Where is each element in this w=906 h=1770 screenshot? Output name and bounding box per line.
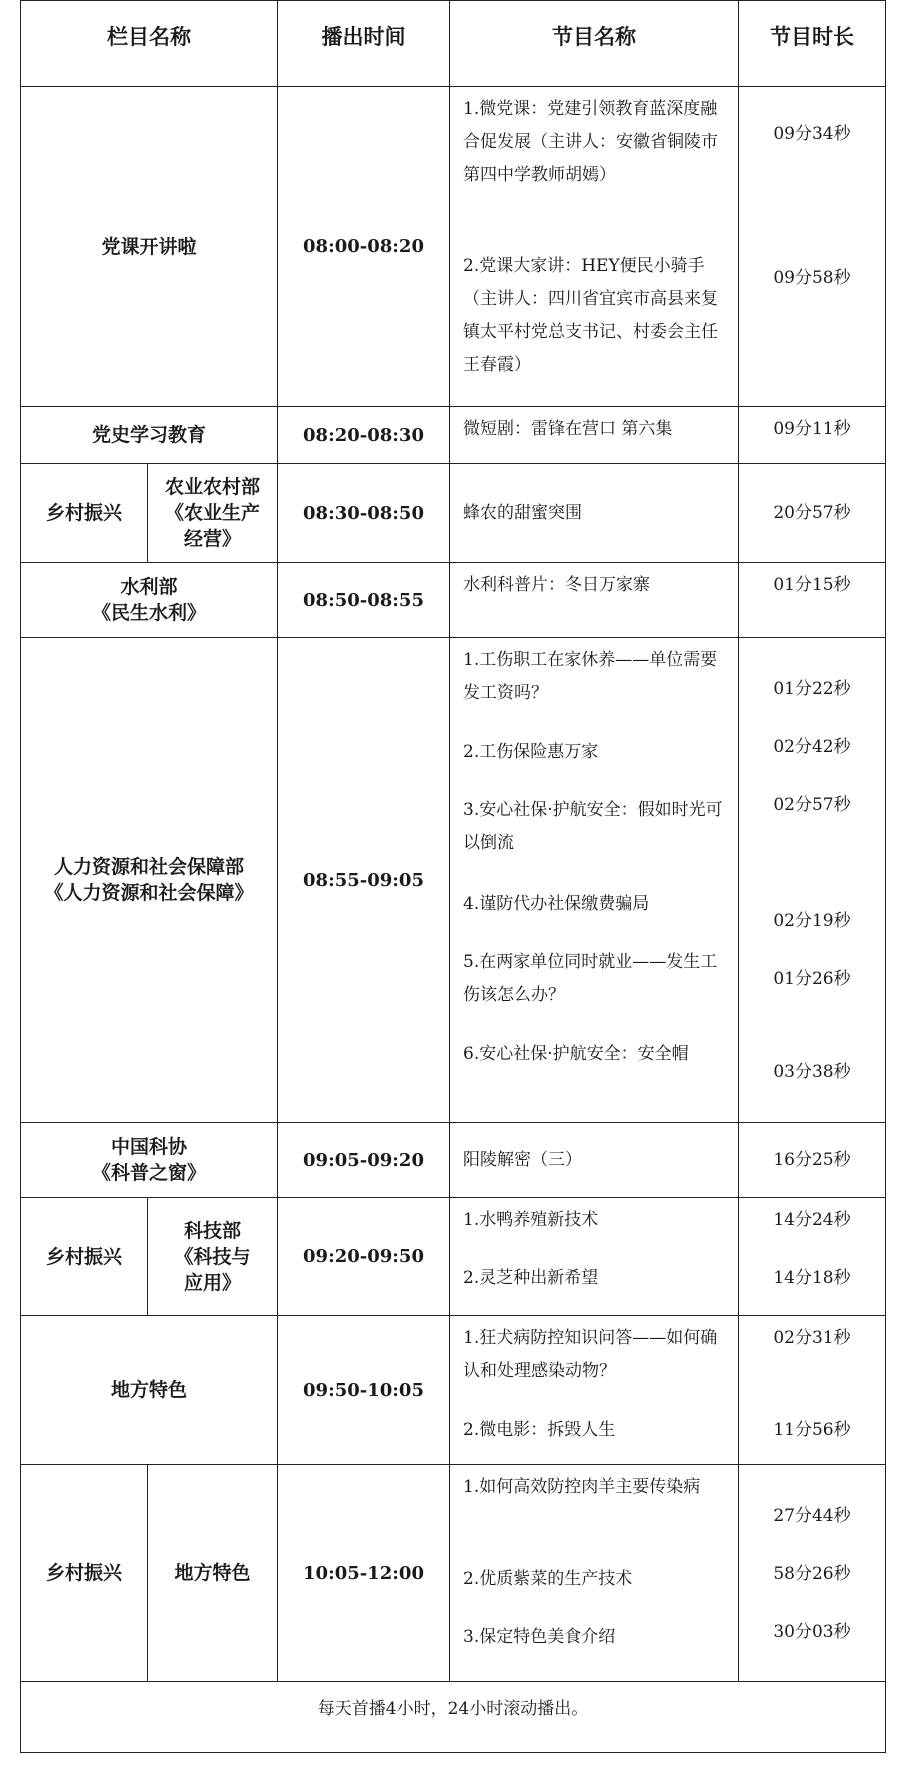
row7-subcolumn: 科技部 《科技与应用》 xyxy=(147,1197,278,1316)
row1-air-time: 08:00-08:20 xyxy=(277,86,450,407)
program-item: 蜂农的甜蜜突围 xyxy=(463,503,582,523)
row2-air-time: 08:20-08:30 xyxy=(277,406,450,464)
row5-column-name: 人力资源和社会保障部 《人力资源和社会保障》 xyxy=(20,637,278,1123)
row7-programs xyxy=(449,1197,739,1316)
duration-item: 14分18秒 xyxy=(773,1268,851,1288)
program-item: 1.水鸭养殖新技术 xyxy=(463,1210,599,1230)
row7-air-time: 09:20-09:50 xyxy=(277,1197,450,1316)
row8-air-time: 09:50-10:05 xyxy=(277,1315,450,1465)
duration-item: 20分57秒 xyxy=(773,503,851,523)
duration-item: 02分31秒 xyxy=(773,1328,851,1348)
program-item: 1.微党课：党建引领教育蓝深度融合促发展（主讲人：安徽省铜陵市第四中学教师胡嫣） xyxy=(463,99,718,185)
duration-item: 27分44秒 xyxy=(773,1506,851,1526)
program-item: 2.党课大家讲：HEY便民小骑手（主讲人：四川省宜宾市高县来复镇太平村党总支书记、村委会主任王春霞） xyxy=(463,256,718,375)
duration-item: 14分24秒 xyxy=(773,1210,851,1230)
row1-programs xyxy=(449,86,739,407)
program-item: 3.保定特色美食介绍 xyxy=(463,1627,616,1647)
row1-column-name: 党课开讲啦 xyxy=(20,86,278,407)
footer-note: 每天首播4小时，24小时滚动播出。 xyxy=(20,1681,886,1753)
duration-item: 01分22秒 xyxy=(773,679,851,699)
row5-air-time: 08:55-09:05 xyxy=(277,637,450,1123)
row2-programs xyxy=(449,406,739,464)
program-item: 2.微电影：拆毁人生 xyxy=(463,1420,616,1440)
row9-programs xyxy=(449,1464,739,1682)
duration-item: 03分38秒 xyxy=(773,1062,851,1082)
program-item: 3.安心社保·护航安全：假如时光可以倒流 xyxy=(463,800,723,853)
row4-durations xyxy=(738,562,886,638)
duration-item: 02分57秒 xyxy=(773,795,851,815)
program-item: 1.如何高效防控肉羊主要传染病 xyxy=(463,1477,701,1497)
schedule-table xyxy=(20,0,886,1770)
duration-item: 30分03秒 xyxy=(773,1622,851,1642)
duration-item: 01分26秒 xyxy=(773,969,851,989)
row3-air-time: 08:30-08:50 xyxy=(277,463,450,563)
row2-durations xyxy=(738,406,886,464)
row3-programs xyxy=(449,463,739,563)
row6-column-name: 中国科协 《科普之窗》 xyxy=(20,1122,278,1198)
header-air-time: 播出时间 xyxy=(277,0,450,87)
header-program-name: 节目名称 xyxy=(449,0,739,87)
row9-subcolumn: 地方特色 xyxy=(147,1464,278,1682)
header-duration: 节目时长 xyxy=(738,0,886,87)
duration-item: 09分11秒 xyxy=(773,419,851,439)
program-item: 1.工伤职工在家休养——单位需要发工资吗？ xyxy=(463,650,718,703)
duration-item: 09分34秒 xyxy=(773,124,851,144)
program-item: 4.谨防代办社保缴费骗局 xyxy=(463,894,650,914)
row7-column-name: 乡村振兴 xyxy=(20,1197,148,1316)
program-item: 水利科普片：冬日万家寨 xyxy=(463,575,650,595)
row8-durations xyxy=(738,1315,886,1465)
duration-item: 01分15秒 xyxy=(773,575,851,595)
row6-air-time: 09:05-09:20 xyxy=(277,1122,450,1198)
program-item: 2.优质紫菜的生产技术 xyxy=(463,1569,633,1589)
row7-durations xyxy=(738,1197,886,1316)
row3-column-name: 乡村振兴 xyxy=(20,463,148,563)
row3-subcolumn: 农业农村部 《农业生产经营》 xyxy=(147,463,278,563)
row3-durations xyxy=(738,463,886,563)
row8-programs xyxy=(449,1315,739,1465)
row8-column-name: 地方特色 xyxy=(20,1315,278,1465)
duration-item: 02分42秒 xyxy=(773,737,851,757)
program-item: 1.狂犬病防控知识问答——如何确认和处理感染动物？ xyxy=(463,1328,718,1381)
row9-column-name: 乡村振兴 xyxy=(20,1464,148,1682)
row4-air-time: 08:50-08:55 xyxy=(277,562,450,638)
program-item: 5.在两家单位同时就业——发生工伤该怎么办？ xyxy=(463,952,718,1005)
program-item: 6.安心社保·护航安全：安全帽 xyxy=(463,1044,689,1064)
duration-item: 11分56秒 xyxy=(773,1420,851,1440)
row4-programs xyxy=(449,562,739,638)
row4-column-name: 水利部 《民生水利》 xyxy=(20,562,278,638)
row1-durations xyxy=(738,86,886,407)
row6-programs xyxy=(449,1122,739,1198)
row5-programs xyxy=(449,637,739,1123)
row6-durations xyxy=(738,1122,886,1198)
program-item: 2.工伤保险惠万家 xyxy=(463,742,599,762)
duration-item: 16分25秒 xyxy=(773,1150,851,1170)
row9-durations xyxy=(738,1464,886,1682)
row2-column-name: 党史学习教育 xyxy=(20,406,278,464)
program-item: 微短剧：雷锋在营口 第六集 xyxy=(463,419,673,439)
duration-item: 09分58秒 xyxy=(773,268,851,288)
row5-durations xyxy=(738,637,886,1123)
duration-item: 02分19秒 xyxy=(773,911,851,931)
duration-item: 58分26秒 xyxy=(773,1564,851,1584)
row9-air-time: 10:05-12:00 xyxy=(277,1464,450,1682)
header-column-name: 栏目名称 xyxy=(20,0,278,87)
program-item: 阳陵解密（三） xyxy=(463,1150,582,1170)
program-item: 2.灵芝种出新希望 xyxy=(463,1268,599,1288)
